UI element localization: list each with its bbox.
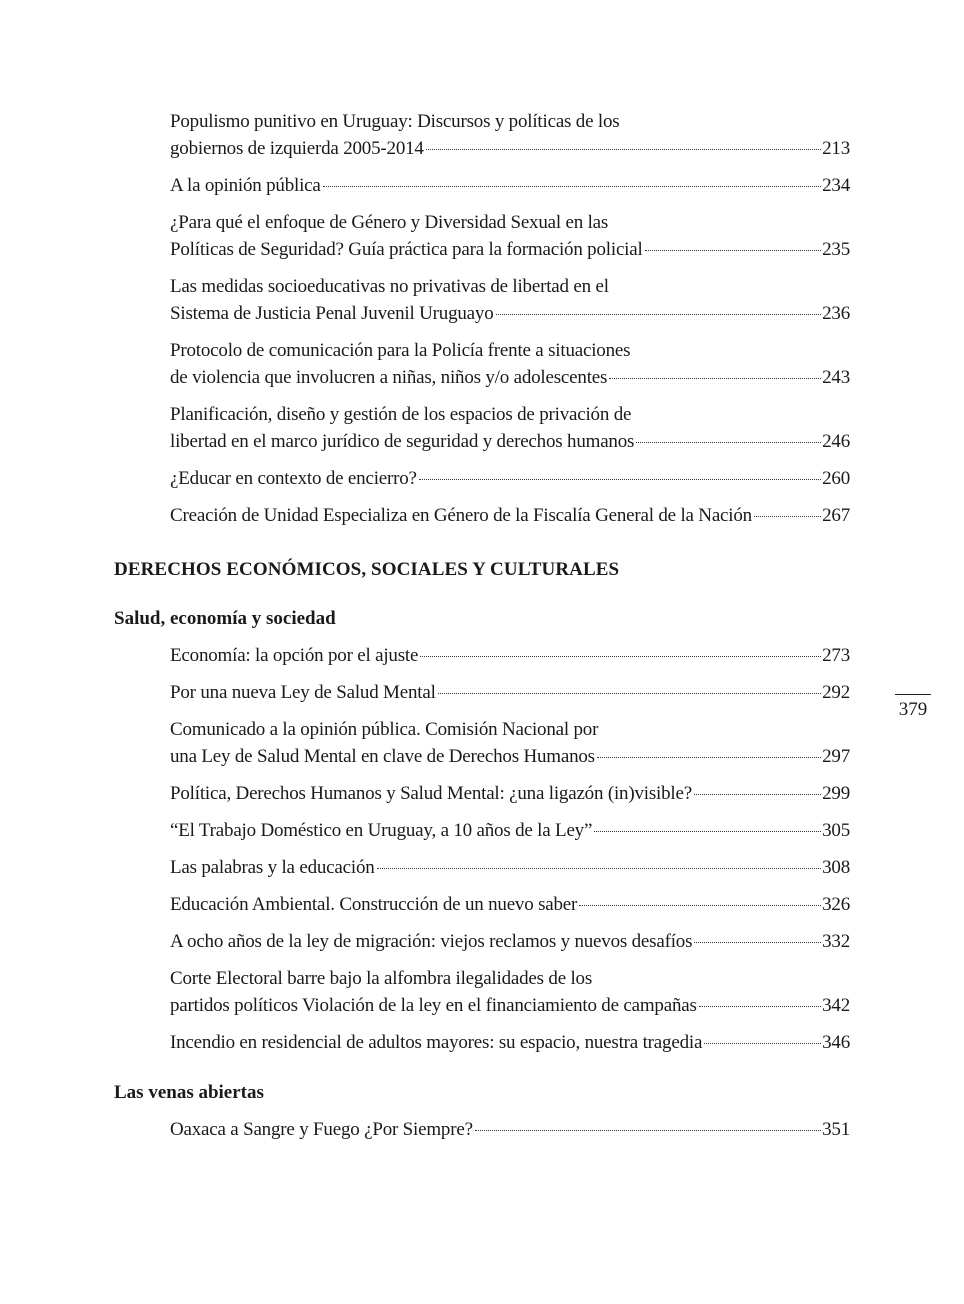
dot-leader: [636, 442, 821, 443]
dot-leader: [377, 868, 822, 869]
entry-last-line: [170, 502, 850, 529]
toc-entry[interactable]: [170, 273, 850, 327]
toc-entry[interactable]: [170, 1116, 850, 1143]
entry-last-line: [170, 465, 850, 492]
entry-title-line: Políticas de Seguridad? Guía práctica para la formación policial: [170, 239, 643, 260]
entry-last-line: [170, 1029, 850, 1056]
toc-entry[interactable]: [170, 642, 850, 669]
toc-entry[interactable]: [170, 502, 850, 529]
dot-leader: [438, 693, 821, 694]
entry-title-line: A ocho años de la ley de migración: viejos reclamos y nuevos desafíos: [170, 931, 693, 952]
toc-entry[interactable]: [170, 172, 850, 199]
subsection-heading: Salud, economía y sociedad: [114, 608, 336, 629]
entry-page-number: 326: [822, 894, 850, 915]
entry-last-line: [170, 854, 850, 881]
entry-last-line: [170, 679, 850, 706]
entry-page-number: 351: [822, 1119, 850, 1140]
toc-entry[interactable]: [170, 679, 850, 706]
toc-entry[interactable]: [170, 891, 850, 918]
page-number: 379: [895, 694, 931, 725]
entry-last-line: [170, 743, 850, 770]
dot-leader: [579, 905, 821, 906]
dot-leader: [496, 314, 822, 315]
entry-last-line: [170, 992, 850, 1019]
entry-last-line: [170, 928, 850, 955]
entry-title-line: Creación de Unidad Especializa en Género de la Fiscalía General de la Nación: [170, 505, 752, 526]
dot-leader: [323, 186, 821, 187]
entry-title-line: Incendio en residencial de adultos mayores: su espacio, nuestra tragedia: [170, 1032, 703, 1053]
entry-title-line: Protocolo de comunicación para la Policía frente a situaciones: [170, 340, 631, 361]
dot-leader: [594, 831, 821, 832]
entry-title-line: Las palabras y la educación: [170, 857, 375, 878]
entry-page-number: 292: [822, 682, 850, 703]
entry-title-line: Planificación, diseño y gestión de los espacios de privación de: [170, 404, 632, 425]
entry-title-line: Populismo punitivo en Uruguay: Discursos y políticas de los: [170, 111, 620, 132]
entry-last-line: [170, 780, 850, 807]
subsection-heading: Las venas abiertas: [114, 1082, 264, 1103]
entry-last-line: [170, 135, 850, 162]
toc-entry[interactable]: [170, 817, 850, 844]
toc-entry[interactable]: [170, 965, 850, 1019]
entry-title-line: Las medidas socioeducativas no privativas de libertad en el: [170, 276, 609, 297]
entry-title-line: gobiernos de izquierda 2005-2014: [170, 138, 424, 159]
dot-leader: [754, 516, 821, 517]
entry-title-line: “El Trabajo Doméstico en Uruguay, a 10 años de la Ley”: [170, 820, 593, 841]
entry-title-line: Por una nueva Ley de Salud Mental: [170, 682, 436, 703]
dot-leader: [609, 378, 821, 379]
entry-last-line: [170, 642, 850, 669]
toc-entry[interactable]: [170, 780, 850, 807]
entry-page-number: 246: [822, 431, 850, 452]
entry-last-line: [170, 817, 850, 844]
dot-leader: [426, 149, 821, 150]
dot-leader: [645, 250, 822, 251]
entry-page-number: 213: [822, 138, 850, 159]
entry-title-line: de violencia que involucren a niñas, niños y/o adolescentes: [170, 367, 608, 388]
toc-entry[interactable]: [170, 928, 850, 955]
dot-leader: [694, 794, 821, 795]
entry-page-number: 273: [822, 645, 850, 666]
toc-entry[interactable]: [170, 108, 850, 162]
entry-page-number: 234: [822, 175, 850, 196]
entry-page-number: 297: [822, 746, 850, 767]
entry-title-line: ¿Educar en contexto de encierro?: [170, 468, 417, 489]
entry-last-line: [170, 891, 850, 918]
entry-page-number: 308: [822, 857, 850, 878]
entry-last-line: [170, 428, 850, 455]
entry-last-line: [170, 172, 850, 199]
entry-title-line: una Ley de Salud Mental en clave de Derechos Humanos: [170, 746, 595, 767]
entry-title-line: Economía: la opción por el ajuste: [170, 645, 419, 666]
dot-leader: [597, 757, 821, 758]
entry-title-line: Sistema de Justicia Penal Juvenil Uruguayo: [170, 303, 494, 324]
entry-title-line: Corte Electoral barre bajo la alfombra ilegalidades de los: [170, 968, 593, 989]
entry-last-line: [170, 1116, 850, 1143]
entry-title-line: libertad en el marco jurídico de seguridad y derechos humanos: [170, 431, 635, 452]
section-heading: DERECHOS ECONÓMICOS, SOCIALES Y CULTURALES: [114, 559, 620, 580]
entry-page-number: 243: [822, 367, 850, 388]
dot-leader: [420, 656, 821, 657]
dot-leader: [475, 1130, 821, 1131]
entry-title-line: Política, Derechos Humanos y Salud Mental: ¿una ligazón (in)visible?: [170, 783, 692, 804]
entry-last-line: [170, 364, 850, 391]
entry-page-number: 305: [822, 820, 850, 841]
toc-entry[interactable]: [170, 1029, 850, 1056]
entry-title-line: ¿Para qué el enfoque de Género y Diversidad Sexual en las: [170, 212, 609, 233]
entry-title-line: Educación Ambiental. Construcción de un nuevo saber: [170, 894, 578, 915]
toc-entry[interactable]: [170, 854, 850, 881]
toc-entry[interactable]: [170, 401, 850, 455]
toc-entry[interactable]: [170, 337, 850, 391]
entry-title-line: A la opinión pública: [170, 175, 321, 196]
table-of-contents: [114, 108, 850, 1153]
toc-entry[interactable]: [170, 465, 850, 492]
entry-page-number: 260: [822, 468, 850, 489]
entry-title-line: Comunicado a la opinión pública. Comisión Nacional por: [170, 719, 599, 740]
dot-leader: [699, 1006, 821, 1007]
entry-page-number: 342: [822, 995, 850, 1016]
entry-title-line: Oaxaca a Sangre y Fuego ¿Por Siempre?: [170, 1119, 473, 1140]
dot-leader: [704, 1043, 821, 1044]
entry-page-number: 267: [822, 505, 850, 526]
dot-leader: [694, 942, 821, 943]
entry-page-number: 346: [822, 1032, 850, 1053]
entry-page-number: 236: [822, 303, 850, 324]
entry-last-line: [170, 300, 850, 327]
toc-entry[interactable]: [170, 209, 850, 263]
entry-title-line: partidos políticos Violación de la ley en el financiamiento de campañas: [170, 995, 697, 1016]
entry-page-number: 332: [822, 931, 850, 952]
dot-leader: [419, 479, 821, 480]
toc-entry[interactable]: [170, 716, 850, 770]
entry-page-number: 299: [822, 783, 850, 804]
entry-last-line: [170, 236, 850, 263]
entry-page-number: 235: [822, 239, 850, 260]
